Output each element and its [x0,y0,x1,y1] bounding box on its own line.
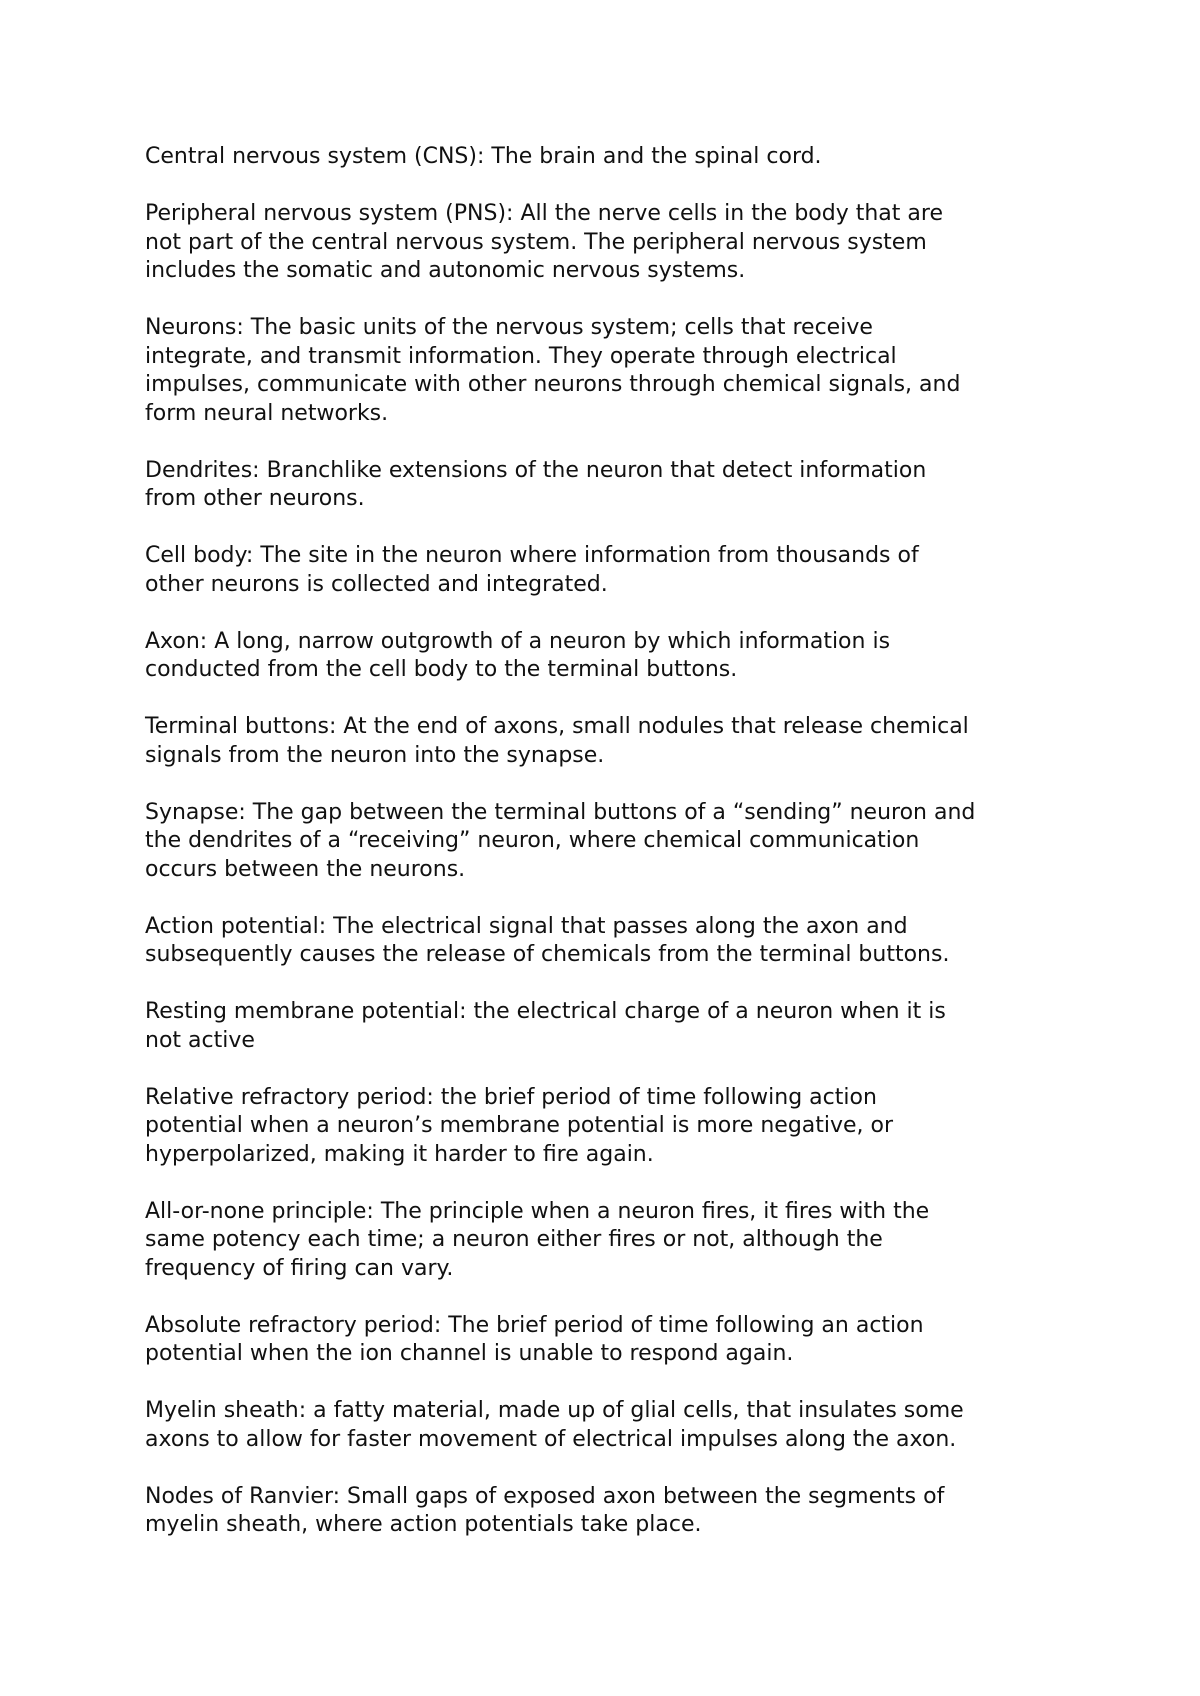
document-body [145,143,1075,1568]
definition-dendrites: Dendrites: Branchlike extensions of the neuron that detect information from other neurons. [145,457,927,511]
definition-axon: Axon: A long, narrow outgrowth of a neuron by which information is conducted from the cell body to the terminal buttons. [145,628,891,682]
definition-absolute-refractory-period: Absolute refractory period: The brief period of time following an action potential when the ion channel is unable to respond again. [145,1312,924,1366]
definition-neurons: Neurons: The basic units of the nervous system; cells that receive integrate, and transmit information. They operate through electrical impulses, communicate with other neurons through chemical signals, and form neural networks. [145,315,961,426]
definition-synapse: Synapse: The gap between the terminal buttons of a “sending” neuron and the dendrites of a “receiving” neuron, where chemical communication occurs between the neurons. [145,799,976,882]
definition-resting-membrane-potential: Resting membrane potential: the electrical charge of a neuron when it is not active [145,999,946,1053]
definition-relative-refractory-period: Relative refractory period: the brief period of time following action potential when a neuron’s membrane potential is more negative, or hyperpolarized, making it harder to fire again. [145,1084,894,1167]
definition-pns: Peripheral nervous system (PNS): All the nerve cells in the body that are not part of the central nervous system. The peripheral nervous system includes the somatic and autonomic nervous systems. [145,201,943,283]
definition-cell-body: Cell body: The site in the neuron where information from thousands of other neurons is collected and integrated. [145,543,919,597]
definition-nodes-of-ranvier: Nodes of Ranvier: Small gaps of exposed axon between the segments of myelin sheath, where action potentials take place. [145,1483,945,1537]
definition-myelin-sheath: Myelin sheath: a fatty material, made up of glial cells, that insulates some axons to allow for faster movement of electrical impulses along the axon. [145,1398,964,1452]
definition-all-or-none-principle: All-or-none principle: The principle when a neuron fires, it fires with the same potency each time; a neuron either fires or not, although the frequency of firing can vary. [145,1198,930,1281]
definition-cns: Central nervous system (CNS): The brain and the spinal cord. [145,144,822,169]
definition-action-potential: Action potential: The electrical signal that passes along the axon and subsequently causes the release of chemicals from the terminal buttons. [145,913,950,967]
definition-terminal-buttons: Terminal buttons: At the end of axons, small nodules that release chemical signals from the neuron into the synapse. [145,714,969,768]
